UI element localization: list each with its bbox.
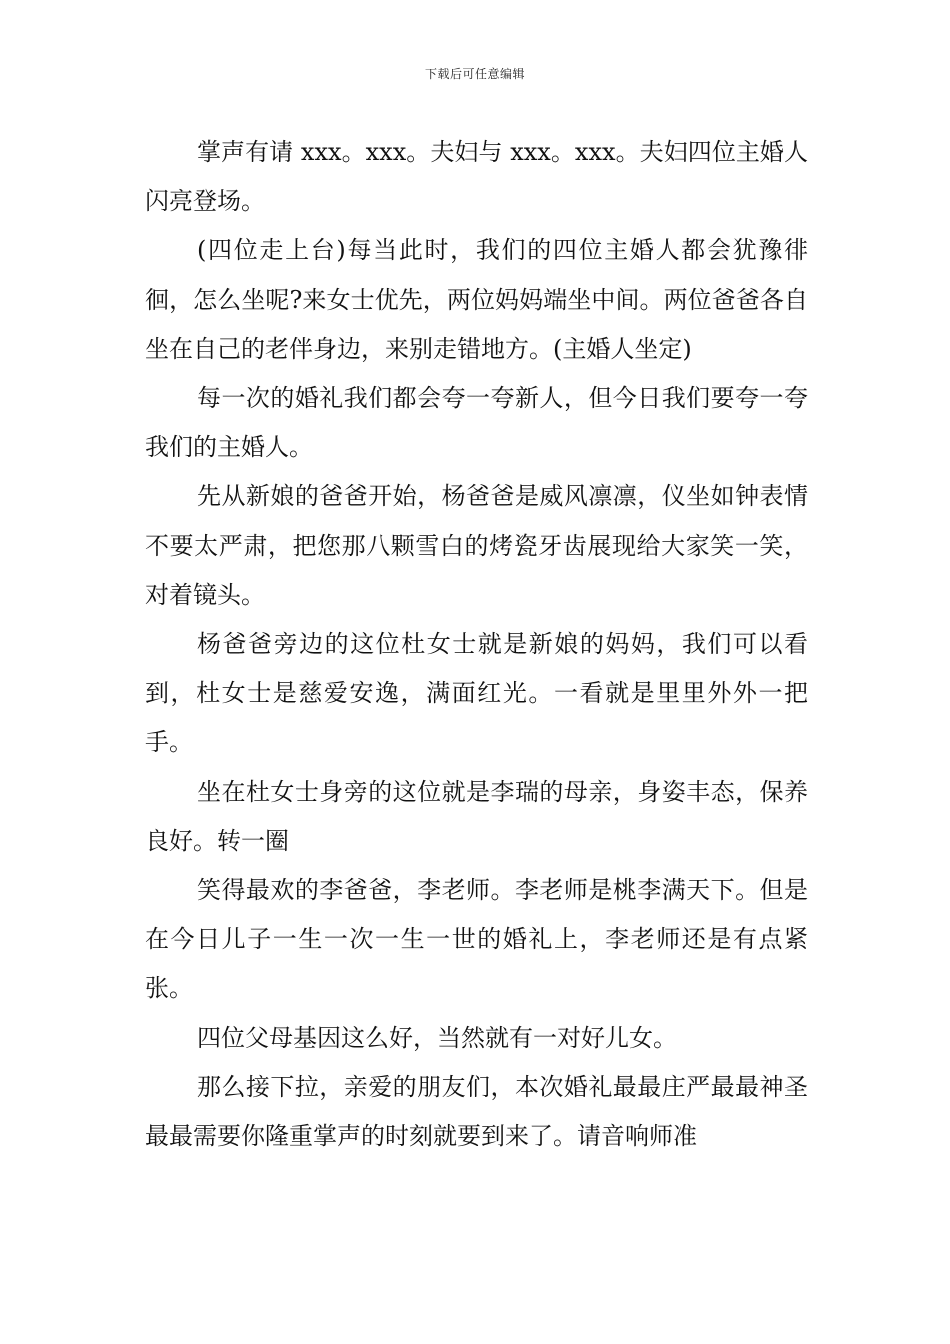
paragraph: 四位父母基因这么好，当然就有一对好儿女。: [197, 1023, 677, 1052]
paragraph: 每一次的婚礼我们都会夸一夸新人，但今日我们要夸一夸我们的主婚人。: [145, 384, 808, 462]
paragraph: 那么接下拉，亲爱的朋友们，本次婚礼最最庄严最最神圣最最需要你隆重掌声的时刻就要到来了。请音响师准: [145, 1072, 808, 1151]
paragraph: 杨爸爸旁边的这位杜女士就是新娘的妈妈，我们可以看到，杜女士是慈爱安逸，满面红光。一看就是里里外外一把手。: [145, 630, 808, 757]
paragraph: 先从新娘的爸爸开始，杨爸爸是威风凛凛，仪坐如钟表情不要太严肃，把您那八颗雪白的烤瓷牙齿展现给大家笑一笑，对着镜头。: [145, 482, 808, 609]
page-header: 下载后可任意编辑: [424, 67, 525, 81]
paragraph: 坐在杜女士身旁的这位就是李瑞的母亲，身姿丰态，保养良好。转一圈: [145, 777, 808, 855]
paragraph: (四位走上台)每当此时，我们的四位主婚人都会犹豫徘徊，怎么坐呢?来女士优先，两位妈妈端坐中间。两位爸爸各自坐在自己的老伴身边，来别走错地方。(主婚人坐定): [145, 236, 808, 363]
paragraph: 笑得最欢的李爸爸，李老师。李老师是桃李满天下。但是在今日儿子一生一次一生一世的婚礼上，李老师还是有点紧张。: [145, 876, 808, 1003]
document-body: [145, 128, 808, 1161]
paragraph: 掌声有请 xxx。xxx。夫妇与 xxx。xxx。夫妇四位主婚人闪亮登场。: [145, 138, 808, 216]
